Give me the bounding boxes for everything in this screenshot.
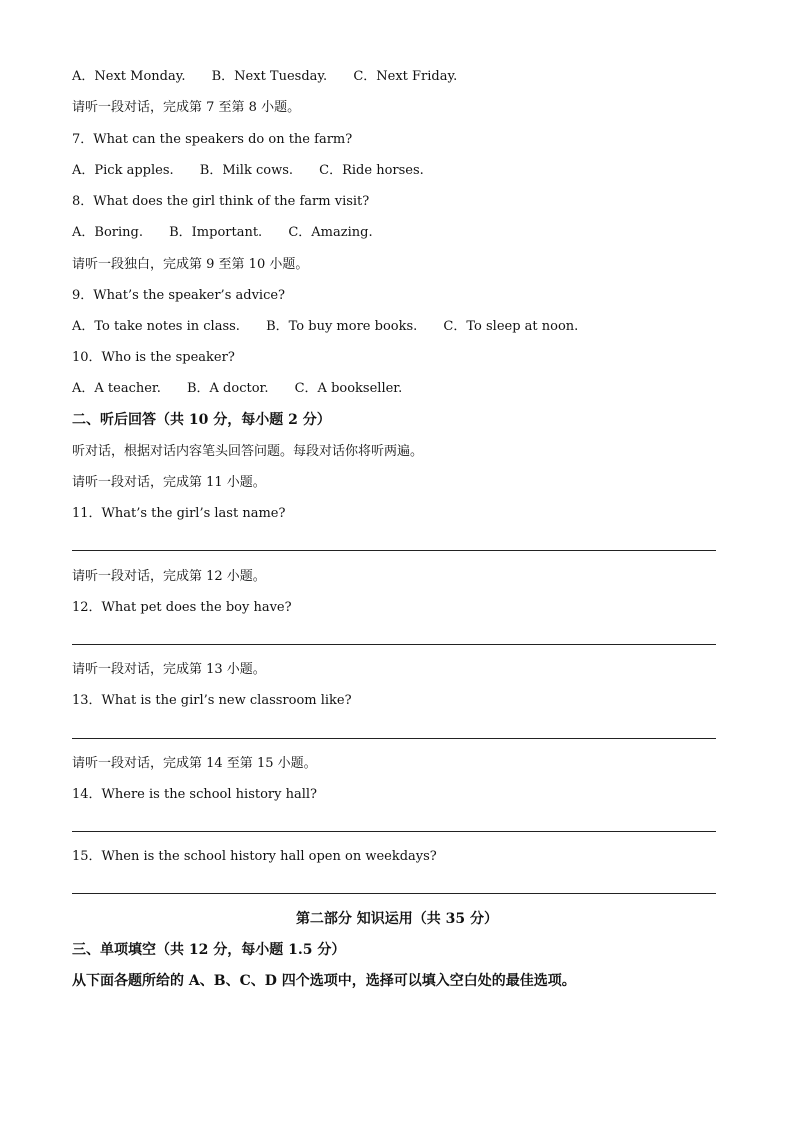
q7-option-b: B．Milk cows. — [199, 163, 294, 178]
q9-options — [72, 319, 600, 335]
q7-question: 7．What can the speakers do on the farm? — [72, 132, 353, 147]
instruction-14-15: 请听一段对话，完成第 14 至第 15 小题。 — [72, 756, 317, 771]
q8-options — [72, 225, 395, 241]
q15-answer-line[interactable] — [72, 893, 716, 894]
q6-option-b: B．Next Tuesday. — [211, 69, 328, 84]
section3-instruction: 从下面各题所给的 A、B、C、D 四个选项中，选择可以填入空白处的最佳选项。 — [72, 973, 576, 989]
instruction-9-10: 请听一段独白，完成第 9 至第 10 小题。 — [72, 257, 309, 272]
q11-question: 11．What’s the girl’s last name? — [72, 506, 286, 521]
q6-options — [72, 69, 479, 85]
q8-option-c: C．Amazing. — [288, 225, 373, 240]
q10-option-c: C．A bookseller. — [294, 381, 403, 396]
q14-answer-line[interactable] — [72, 831, 716, 832]
instruction-7-8: 请听一段对话，完成第 7 至第 8 小题。 — [72, 100, 301, 115]
q13-answer-line[interactable] — [72, 738, 716, 739]
q13-question: 13．What is the girl’s new classroom like? — [72, 693, 352, 708]
q6-option-a: A．Next Monday. — [72, 69, 186, 84]
q8-option-b: B．Important. — [169, 225, 263, 240]
instruction-12: 请听一段对话，完成第 12 小题。 — [72, 569, 266, 584]
section3-heading: 三、单项填空（共 12 分，每小题 1.5 分） — [72, 942, 346, 958]
q9-option-b: B．To buy more books. — [266, 319, 418, 334]
q9-option-c: C．To sleep at noon. — [443, 319, 579, 334]
q10-options — [72, 381, 424, 397]
q11-answer-line[interactable] — [72, 550, 716, 551]
section2-heading: 二、听后回答（共 10 分，每小题 2 分） — [72, 412, 331, 428]
q9-option-a: A．To take notes in class. — [72, 319, 240, 334]
q7-options — [72, 163, 446, 179]
section2-instruction: 听对话，根据对话内容笔头回答问题。每段对话你将听两遍。 — [72, 444, 424, 459]
instruction-11: 请听一段对话，完成第 11 小题。 — [72, 475, 266, 490]
q10-question: 10．Who is the speaker? — [72, 350, 235, 365]
q9-question: 9．What’s the speaker’s advice? — [72, 288, 286, 303]
q12-answer-line[interactable] — [72, 644, 716, 645]
instruction-13: 请听一段对话，完成第 13 小题。 — [72, 662, 266, 677]
q6-option-c: C．Next Friday. — [353, 69, 458, 84]
q15-question: 15．When is the school history hall open on weekdays? — [72, 849, 437, 864]
q7-option-c: C．Ride horses. — [319, 163, 424, 178]
q10-option-a: A．A teacher. — [72, 381, 161, 396]
part2-title: 第二部分 知识运用（共 35 分） — [295, 911, 499, 927]
q8-question: 8．What does the girl think of the farm visit? — [72, 194, 370, 209]
q8-option-a: A．Boring. — [72, 225, 143, 240]
q14-question: 14．Where is the school history hall? — [72, 787, 318, 802]
q10-option-b: B．A doctor. — [186, 381, 269, 396]
q12-question: 12．What pet does the boy have? — [72, 600, 292, 615]
q7-option-a: A．Pick apples. — [72, 163, 174, 178]
